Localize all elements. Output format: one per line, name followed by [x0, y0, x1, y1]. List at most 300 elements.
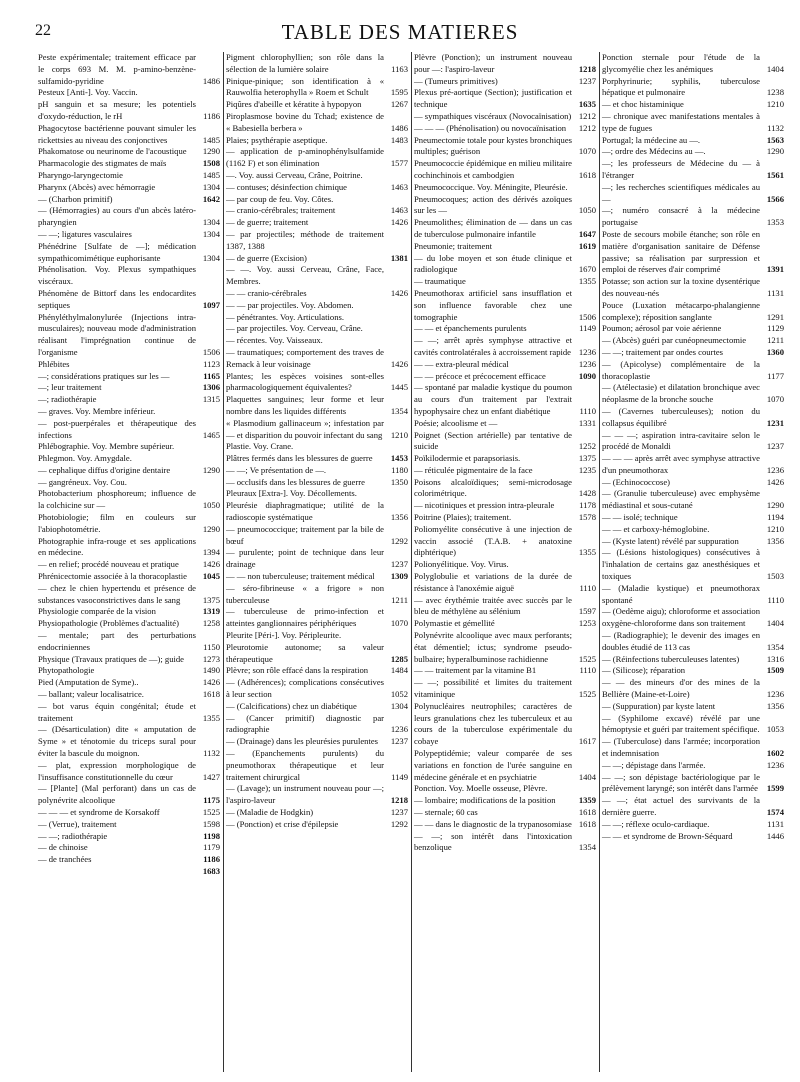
index-entry-text: — (Maladie de Hodgkin) [226, 807, 314, 817]
index-entry-page: 1149 [391, 771, 408, 782]
index-entry-text: — (Maladie kystique) et pneumothorax spontané [602, 582, 760, 605]
index-entry [226, 736, 408, 748]
index-entry-text: Pneumothorax artificiel sans insufflation et son influence favorable chez une tomographie [414, 287, 572, 322]
index-entry-text: — —; arrêt après symphyse attractive et cavités controlatérales à accroissement rapide [414, 335, 572, 357]
index-entry-text: — —; ligatures vasculaires [38, 228, 132, 239]
index-entry-page: 1165 [203, 370, 220, 381]
index-entry-text: — (Lavage); un instrument nouveau pour —; l'aspiro-laveur [226, 783, 384, 806]
index-entry-text: —; les professeurs de Médecine du — à l'étranger [602, 158, 760, 180]
index-entry-text: Pleurotomie autonome; sa valeur thérapeutique [226, 641, 384, 664]
index-entry-text: — —; radiothérapie [38, 830, 108, 841]
index-entry-text: — récentes. Voy. Vaisseaux. [226, 335, 323, 346]
index-entry [38, 724, 220, 759]
index-entry-text: Phytopathologie [38, 665, 95, 676]
index-entry [602, 831, 784, 843]
index-entry-page: 1525 [578, 689, 596, 700]
index-entry-page: 1445 [390, 382, 408, 393]
index-entry [602, 713, 784, 737]
index-entry [602, 536, 784, 548]
index-entry [602, 819, 784, 831]
index-entry-page: 1211 [767, 335, 784, 346]
index-entry-page: 1670 [578, 264, 596, 275]
index-entry-page: 1070 [578, 146, 596, 157]
index-entry [414, 500, 596, 512]
index-entry-page: 1236 [578, 358, 596, 369]
index-entry-text: — —; traitement par ondes courtes [602, 346, 723, 357]
index-entry-text: — (Apicolyse) complémentaire de la thoracoplastie [602, 358, 760, 381]
index-entry [226, 335, 408, 347]
index-entry [602, 795, 784, 819]
index-entry-text: — —; possibilité et limites du traitement vitaminique [414, 677, 572, 700]
index-entry [38, 182, 220, 194]
index-entry [602, 453, 784, 477]
index-entry-text: Photobiologie; film en couleurs sur l'abiophotométrie. [38, 512, 196, 534]
index-entry [38, 654, 220, 666]
index-entry-text: — (Tuberculose) dans l'armée; incorporation et indemnisation [602, 736, 760, 759]
index-entry [226, 217, 408, 229]
index-entry-text: Peste expérimentale; traitement efficace par le corps 693 M. M. p-amino-benzène-sulfamido-pyridine [38, 52, 196, 86]
index-entry-page: 1618 [578, 818, 596, 829]
index-entry [414, 430, 596, 454]
index-entry-page: 1285 [390, 653, 408, 664]
index-entry [414, 701, 596, 748]
index-entry-page: 1563 [766, 134, 784, 145]
index-entry [602, 701, 784, 713]
index-entry-text: Pneumectomie totale pour kystes bronchiques multiples; guérison [414, 134, 572, 157]
index-entry-text: Pied (Amputation de Syme).. [38, 677, 139, 688]
index-entry [38, 477, 220, 489]
index-entry [414, 630, 596, 665]
index-columns [35, 52, 787, 1074]
index-entry-text: —; radiothérapie [38, 394, 97, 405]
index-entry-page: 1404 [766, 63, 784, 74]
index-entry-page: 1177 [767, 370, 784, 381]
page-header [0, 0, 800, 48]
index-entry [602, 583, 784, 607]
index-entry-text: — spontané par maladie kystique du poumon au cours d'un traitement par l'extrait hypophysaire chez un enfant diabétique [414, 382, 572, 416]
index-entry-text: — par coup de feu. Voy. Côtes. [226, 193, 334, 204]
index-entry-page: 1577 [390, 158, 408, 169]
index-entry [38, 418, 220, 442]
index-entry-page: 1045 [202, 571, 220, 582]
index-entry-page: 1484 [390, 665, 408, 676]
index-entry-text: —. Voy. aussi Cerveau, Crâne, Poitrine. [226, 169, 363, 180]
index-entry-text: Phlébites [38, 358, 70, 369]
index-entry-page: 1595 [390, 87, 408, 98]
index-entry [602, 430, 784, 454]
index-entry [414, 795, 596, 807]
index-entry-page: 1427 [202, 771, 220, 782]
index-entry-page: 1304 [202, 228, 220, 239]
index-entry-text: Plaquettes sanguines; leur forme et leur nombre dans les liquides différents [226, 394, 384, 416]
index-entry [414, 418, 596, 430]
index-entry-page: 1186 [203, 110, 220, 121]
index-entry [38, 760, 220, 784]
index-entry [226, 135, 408, 147]
index-entry-text: — (Kyste latent) révélé par suppuration [602, 535, 739, 546]
index-entry-page: 1359 [578, 795, 596, 806]
index-entry [226, 194, 408, 206]
index-entry [226, 312, 408, 324]
index-entry-text: — — traitement par la vitamine B1 [414, 665, 537, 676]
index-entry-text: —; numéro consacré à la médecine portugaise [602, 205, 760, 228]
index-entry-page: 1353 [766, 217, 784, 228]
index-entry-page: 1163 [391, 63, 408, 74]
index-entry-text: — (Echinococcose) [602, 476, 671, 487]
index-entry-text: Pharyngo-laryngectomie [38, 169, 123, 180]
index-entry-page: 1236 [766, 689, 784, 700]
index-entry [38, 288, 220, 312]
index-entry-page: 1428 [578, 488, 596, 499]
index-entry-text: — (Radiographie); le devenir des images en doubles étudié de 113 cas [602, 630, 760, 652]
index-entry-text: Piroplasmose bovine du Tchad; existence de « Babesiella berbera » [226, 110, 384, 133]
index-entry-page: 1356 [390, 512, 408, 523]
index-entry [226, 465, 408, 477]
index-entry-text: — (Oedème aigu); chloroforme et association oxygène-chloroforme dans son traitement [602, 606, 760, 629]
index-entry-page: 1509 [766, 665, 784, 676]
index-entry-page: 1561 [766, 169, 784, 180]
index-entry [226, 642, 408, 666]
index-entry [414, 241, 596, 253]
index-entry-page: 1131 [767, 818, 784, 829]
index-entry [414, 276, 596, 288]
index-entry-text: — (Verrue), traitement [38, 818, 117, 829]
index-entry [414, 571, 596, 595]
index-entry-page: 1394 [202, 547, 220, 558]
index-entry-page: 1465 [202, 429, 220, 440]
index-entry [226, 583, 408, 607]
index-entry-text: — (Abcès) guéri par cunéopneumectomie [602, 335, 747, 346]
index-entry-text: — (Ponction) et crise d'épilepsie [226, 818, 339, 829]
index-entry-text: — — et syndrome de Brown-Séquard [602, 830, 733, 841]
index-entry [38, 630, 220, 654]
index-entry-text: Physiologie comparée de la vision [38, 606, 156, 617]
index-entry-page: 1267 [390, 99, 408, 110]
index-entry [602, 205, 784, 229]
index-entry-page: 1319 [202, 606, 220, 617]
index-entry-page: 1525 [578, 653, 596, 664]
index-entry [226, 264, 408, 288]
index-entry-page: 1110 [579, 405, 596, 416]
index-entry-page: 1110 [579, 582, 596, 593]
index-entry [226, 677, 408, 701]
index-entry [602, 654, 784, 666]
index-entry-text: — — dans le diagnostic de la trypanosomiase [414, 818, 572, 829]
index-entry [38, 312, 220, 359]
index-entry-page: 1503 [766, 571, 784, 582]
index-entry-page: 1506 [578, 311, 596, 322]
index-entry-page: 1354 [390, 405, 408, 416]
index-entry-text: — (Epanchements purulents) du pneumothorax thérapeutique et leur traitement chirurgical [226, 748, 384, 782]
index-entry [414, 182, 596, 194]
index-entry [602, 335, 784, 347]
index-entry-text: Poïkilodermie et parapsoriasis. [414, 453, 521, 464]
index-entry-page: 1391 [766, 264, 784, 275]
index-entry [38, 512, 220, 536]
index-entry-page: 1237 [578, 75, 596, 86]
index-entry-page: 1360 [766, 346, 784, 357]
index-entry-text: Pneumolithes; élimination de — dans un cas de tuberculose pulmonaire infantile [414, 217, 572, 239]
index-entry-text: — de guerre (Excision) [226, 252, 307, 263]
index-entry [38, 583, 220, 607]
index-entry-text: Phakomatose ou neurinome de l'acoustique [38, 146, 187, 157]
index-entry [38, 194, 220, 206]
index-entry-text: Poumon; aérosol par voie aérienne [602, 323, 722, 334]
index-entry-text: — (Syphilome excavé) révélé par une hémoptysie et guéri par traitement spécifique. [602, 712, 760, 735]
index-entry [38, 854, 220, 866]
index-entry [414, 371, 596, 383]
index-entry [226, 146, 408, 170]
index-entry [602, 772, 784, 796]
index-entry [414, 76, 596, 88]
index-entry-page: 1486 [390, 122, 408, 133]
index-entry [226, 665, 408, 677]
index-entry-page: 1647 [578, 228, 596, 239]
index-entry [602, 547, 784, 582]
index-entry [414, 359, 596, 371]
index-entry-page: 1618 [202, 689, 220, 700]
index-entry [226, 418, 408, 442]
index-column-4 [599, 52, 787, 1074]
index-entry-text: — purulente; point de technique dans leur drainage [226, 547, 384, 570]
index-entry [226, 288, 408, 300]
index-entry-text: — —; Ve présentation de —. [226, 464, 327, 475]
index-entry-page: 1619 [578, 240, 596, 251]
index-entry-text: — — précoce et précocement efficace [414, 370, 546, 381]
index-entry-text: — séro-fibrineuse « a frigore » non tuberculeuse [226, 582, 384, 605]
index-entry [414, 217, 596, 241]
index-entry [226, 347, 408, 371]
index-entry-page: 1150 [203, 641, 220, 652]
index-entry-page: 1356 [766, 700, 784, 711]
index-entry-text: Polionyélitique. Voy. Virus. [414, 559, 509, 570]
index-entry-text: — (Silicose); réparation [602, 665, 686, 676]
index-entry [602, 760, 784, 772]
index-entry-page: 1642 [202, 193, 220, 204]
index-entry [226, 819, 408, 831]
index-entry-text: — — isolé; technique [602, 512, 678, 523]
index-entry [226, 807, 408, 819]
index-entry-text: Phénédrine [Sulfate de —]; médication sympathicomimétique euphorisante [38, 240, 196, 263]
index-entry-page: 1175 [203, 795, 220, 806]
index-entry-text: Poisons alcaloïdiques; semi-microdosage colorimétrique. [414, 476, 572, 499]
index-entry-text: — plat, expression morphologique de l'insuffisance constitutionnelle du cœur [38, 759, 196, 782]
index-entry-text: — mentale; part des perturbations endocriniennes [38, 630, 196, 652]
index-entry-page: 1237 [390, 736, 408, 747]
index-entry [226, 524, 408, 548]
index-entry [602, 300, 784, 324]
index-entry-text: Porphyrinurie; syphilis, tuberculose hépatique et pulmonaire [602, 75, 760, 98]
index-entry [226, 630, 408, 642]
index-entry-page: 1236 [390, 724, 408, 735]
index-entry [602, 323, 784, 335]
index-entry-page: 1508 [202, 158, 220, 169]
index-entry-text: — (Charbon primitif) [38, 193, 113, 204]
index-entry-page: 1210 [766, 99, 784, 110]
index-entry-page: 1180 [391, 464, 408, 475]
index-entry-page: 1683 [202, 865, 220, 876]
index-entry [414, 253, 596, 277]
index-entry [414, 819, 596, 831]
index-entry-text: — (Drainage) dans les pleurésies purulentes [226, 736, 379, 747]
index-entry-text: — —; état actuel des survivants de la dernière guerre. [602, 795, 760, 817]
index-entry-page: 1070 [766, 394, 784, 405]
index-entry-text: Pneumocoques; action des dérivés azoïques sur les — [414, 193, 572, 216]
index-entry [414, 52, 596, 76]
index-entry-page: 1486 [202, 75, 220, 86]
index-entry-page: 1179 [203, 842, 220, 853]
index-entry-page: 1574 [766, 807, 784, 817]
index-entry [414, 748, 596, 783]
index-entry [38, 229, 220, 241]
index-entry-page: 1052 [390, 689, 408, 700]
index-entry-text: — (Cancer primitif) diagnostic par radiographie [226, 712, 384, 735]
index-entry-text: — traumatiques; comportement des traves de Remack à leur voisinage [226, 346, 384, 369]
index-entry-text: Poitrine (Plaies); traitement. [414, 512, 512, 523]
index-entry-page: 1304 [390, 700, 408, 711]
index-column-2 [223, 52, 411, 1074]
index-entry [38, 819, 220, 831]
index-entry-page: 1316 [766, 653, 784, 664]
index-entry [414, 135, 596, 159]
index-entry-page: 1426 [390, 287, 408, 298]
index-entry-page: 1218 [390, 795, 408, 806]
index-entry-page: 1306 [202, 382, 220, 393]
index-entry-text: Phénolisation. Voy. Plexus sympathiques viscéraux. [38, 264, 196, 287]
index-entry-text: Pharynx (Abcès) avec hémorragie [38, 181, 156, 192]
index-entry-page: 1566 [766, 193, 784, 204]
index-entry-page: 1483 [390, 134, 408, 145]
index-entry-text: Ponction. Voy. Moelle osseuse, Plèvre. [414, 783, 548, 794]
index-entry-text: Polynévrite alcoolique avec maux perforants; état démentiel; ictus; syndrome pseudo-bulbaire; hyperalbuminose rachidienne [414, 630, 572, 664]
index-entry-text: Plaies; psythérapie aseptique. [226, 134, 328, 145]
index-entry-text: — (Tumeurs primitives) [414, 75, 498, 86]
index-entry-text: — gangréneux. Voy. Cou. [38, 476, 127, 487]
index-entry-text: — (Réinfections tuberculeuses latentes) [602, 653, 740, 664]
index-entry-page: 1210 [766, 523, 784, 534]
index-entry [414, 123, 596, 135]
index-entry [226, 394, 408, 418]
index-entry-page: 1463 [390, 205, 408, 216]
index-entry-text: Phlébographie. Voy. Membre supérieur. [38, 441, 175, 452]
index-entry-text: Pleurésie diaphragmatique; utilité de la radioscopie systématique [226, 500, 384, 523]
index-entry-text: Poste de secours mobile étanche; son rôle en matière d'organisation sanitaire de Défense passive; sa réalisation par surpression et emploi de réserves d'air comprimé [602, 228, 760, 275]
index-entry-text: — de tranchées [38, 854, 92, 865]
index-entry-text: — —; dépistage dans l'armée. [602, 759, 706, 770]
index-entry-page: 1290 [766, 500, 784, 511]
index-entry-page: 1132 [203, 748, 220, 759]
index-entry-page: 1635 [578, 99, 596, 110]
index-entry-page: 1198 [203, 830, 220, 841]
index-entry-page: 1212 [578, 122, 596, 133]
index-entry [602, 512, 784, 524]
index-entry-text: — de chinoise [38, 842, 88, 853]
index-entry-text: Phénomène de Bittorf dans les endocardites septiques [38, 287, 196, 310]
index-entry-text: Poésie; alcoolisme et — [414, 417, 498, 428]
index-entry [414, 194, 596, 218]
index-entry-text: — — et épanchements purulents [414, 323, 527, 334]
index-entry-page: 1131 [767, 287, 784, 298]
index-entry [414, 382, 596, 417]
index-entry-page: 1506 [202, 346, 220, 357]
index-entry-page: 1050 [578, 205, 596, 216]
index-entry-text: — en relief; procédé nouveau et pratique [38, 559, 179, 570]
index-entry [38, 465, 220, 477]
index-entry-text: Photobacterium phosphoreum; influence de la colchicine sur — [38, 488, 196, 511]
index-entry [602, 146, 784, 158]
index-entry [602, 52, 784, 76]
index-entry [38, 677, 220, 689]
index-entry [226, 253, 408, 265]
index-entry-text: pH sanguin et sa mesure; les potentiels d'oxydo-réduction, le rH [38, 99, 196, 121]
index-entry-text: Plèvre; son rôle effacé dans la respiration [226, 665, 369, 676]
index-entry-page: 1404 [578, 771, 596, 782]
index-entry-text: — cranio-cérébrales; traitement [226, 205, 336, 216]
index-entry-text: Pinique-pinique; son identification à « Rauwolfia heterophylla » Roem et Schult [226, 75, 384, 98]
index-entry-page: 1453 [390, 453, 408, 464]
index-entry-page: 1381 [390, 252, 408, 263]
index-entry-page: 1355 [578, 276, 596, 287]
index-entry [38, 52, 220, 87]
index-entry-page: 1110 [579, 665, 596, 676]
index-entry [602, 359, 784, 383]
index-entry-text: Phlegmon. Voy. Amygdale. [38, 453, 132, 464]
index-entry-page: 1404 [766, 618, 784, 629]
index-entry-text: Pouce (Luxation métacarpo-phalangienne complexe); réposition sanglante [602, 299, 760, 322]
index-entry-text: Polymastie et gémellité [414, 618, 495, 629]
index-entry [414, 524, 596, 559]
index-column-3 [411, 52, 599, 1074]
index-entry [226, 477, 408, 489]
index-entry [602, 606, 784, 630]
index-entry-text: — —; réflexe oculo-cardiaque. [602, 818, 710, 829]
index-entry-page: 1194 [767, 512, 784, 523]
index-entry-text: — chronique avec manifestations mentales à type de fugues [602, 110, 760, 133]
index-entry-text: — —; son intérêt dans l'intoxication benzolique [414, 830, 572, 853]
index-entry-text: Potasse; son action sur la toxine dysentérique des nouveau-nés [602, 276, 760, 298]
index-entry-text: Plantes; les espèces voisines sont-elles pharmacologiquement équivalentes? [226, 370, 384, 393]
index-entry-text: — — non tuberculeuse; traitement médical [226, 571, 375, 582]
index-entry-page: 1602 [766, 748, 784, 759]
index-entry [226, 713, 408, 737]
index-entry-text: — (Désarticulation) dite « amputation de Syme » et ténotomie du triceps sural pour éviter la bascule du moignon. [38, 724, 196, 759]
index-entry [602, 677, 784, 701]
index-entry [38, 606, 220, 618]
index-entry-page: 1446 [766, 830, 784, 841]
index-entry [602, 135, 784, 147]
index-entry-page: 1211 [391, 594, 408, 605]
index-entry-page: 1618 [578, 807, 596, 817]
index-entry-text: — contuses; désinfection chimique [226, 181, 348, 192]
index-entry [226, 99, 408, 111]
index-entry [38, 488, 220, 512]
index-entry-page: 1525 [202, 807, 220, 817]
index-entry [414, 158, 596, 182]
page-number: 22 [35, 22, 51, 39]
index-entry-text: Plastie. Voy. Crane. [226, 441, 294, 452]
index-entry-text: Physiopathologie (Problèmes d'actualité) [38, 618, 179, 629]
index-entry-text: — [Plante] (Mal perforant) dans un cas de polynévrite alcoolique [38, 783, 196, 806]
index-entry-text: — cephalique diffus d'origine dentaire [38, 464, 171, 475]
index-entry [414, 512, 596, 524]
index-entry-text: — application de p-aminophénylsulfamide (1162 F) et son élimination [226, 146, 384, 169]
index-entry-page: 1290 [202, 464, 220, 475]
index-entry [38, 866, 220, 878]
index-entry-page: 1304 [202, 217, 220, 228]
index-entry-text: — — et carboxy-hémoglobine. [602, 523, 710, 534]
index-entry-text: Plèvre (Ponction); un instrument nouveau pour —: l'aspiro-laveur [414, 52, 572, 74]
index-entry [38, 665, 220, 677]
